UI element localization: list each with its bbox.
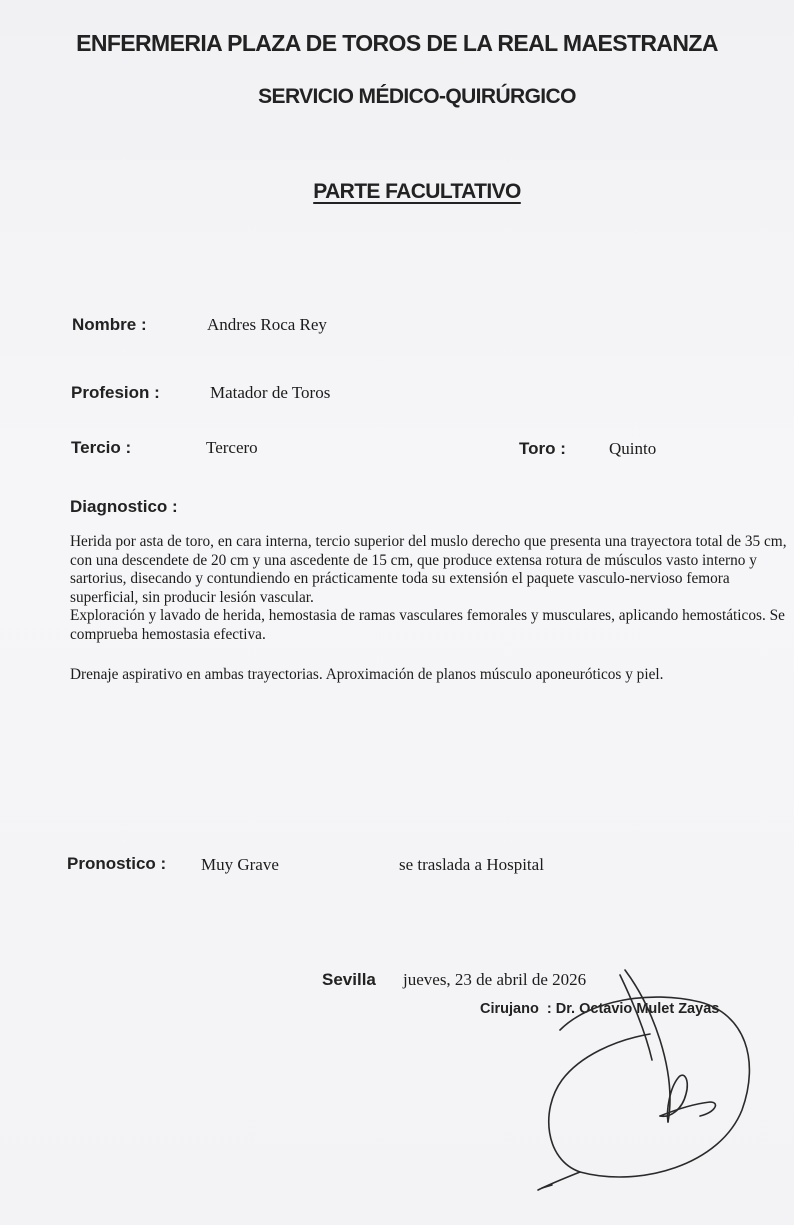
diagnostico-paragraph: Drenaje aspirativo en ambas trayectorias. Aproximación de planos músculo aponeuróticos y piel. <box>70 665 664 683</box>
surgeon-name: : Dr. Octavio Mulet Zayas <box>546 1001 720 1017</box>
toro-value: Quinto <box>609 439 657 458</box>
header-institution: ENFERMERIA PLAZA DE TOROS DE LA REAL MAESTRANZA <box>76 30 718 56</box>
pronostico-note: se traslada a Hospital <box>399 855 544 874</box>
signature-mark <box>520 960 780 1200</box>
profesion-value: Matador de Toros <box>210 383 331 402</box>
diagnostico-paragraph: Exploración y lavado de herida, hemostasia de ramas vasculares femorales y musculares, aplicando hemostáticos. Se comprueba hemostasia efectiva. <box>70 607 785 643</box>
diagnostico-text <box>70 533 790 684</box>
diagnostico-paragraph: Herida por asta de toro, en cara interna, tercio superior del muslo derecho que presenta una trayectora total de 35 cm, con una descendete de 20 cm y una ascedente de 15 cm, que produce extensa rotura de músculos vasto interno y sartorius, disecando y contundiendo en prácticamente toda su extensión el paquete vasculo-nervioso femora superficial, sin producir lesión vascular. <box>70 533 787 606</box>
header-service: SERVICIO MÉDICO-QUIRÚRGICO <box>258 85 576 108</box>
diagnostico-label: Diagnostico : <box>70 497 178 516</box>
pronostico-label: Pronostico : <box>67 854 167 873</box>
nombre-value: Andres Roca Rey <box>207 315 327 334</box>
document-title-text: PARTE FACULTATIVO <box>313 180 521 203</box>
tercio-value: Tercero <box>206 438 258 457</box>
city-label: Sevilla <box>322 970 376 989</box>
surgeon-label: Cirujano <box>480 1001 539 1017</box>
nombre-label: Nombre : <box>72 315 147 334</box>
profesion-label: Profesion : <box>71 383 160 402</box>
toro-label: Toro : <box>519 439 566 458</box>
date-value: jueves, 23 de abril de 2026 <box>403 970 587 989</box>
document-title <box>0 180 794 204</box>
tercio-label: Tercio : <box>71 438 132 457</box>
pronostico-value: Muy Grave <box>201 855 279 874</box>
